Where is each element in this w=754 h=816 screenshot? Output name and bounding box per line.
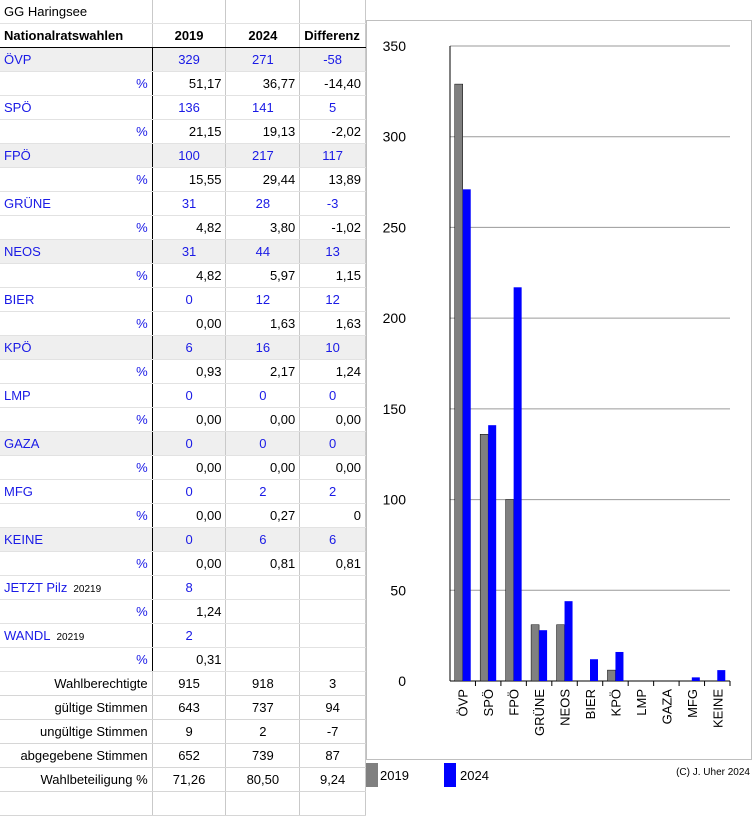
percent-label: % xyxy=(0,456,152,480)
header-row xyxy=(0,24,366,48)
legend-label-2019: 2019 xyxy=(380,768,409,783)
pct-diff: 0,81 xyxy=(300,552,366,576)
party-row xyxy=(0,144,366,168)
party-name: BIER xyxy=(0,288,152,312)
votes-2024: 6 xyxy=(226,528,300,552)
party-row xyxy=(0,288,366,312)
pct-diff: -2,02 xyxy=(300,120,366,144)
party-name: LMP xyxy=(0,384,152,408)
x-tick-label: SPÖ xyxy=(481,689,497,717)
party-row xyxy=(0,480,366,504)
votes-diff: -3 xyxy=(300,192,366,216)
bar-2019 xyxy=(455,84,463,681)
bar-2019 xyxy=(506,500,514,681)
percent-row xyxy=(0,216,366,240)
votes-diff: 0 xyxy=(300,384,366,408)
stat-2024: 739 xyxy=(226,744,300,768)
votes-diff: -58 xyxy=(300,48,366,72)
percent-label: % xyxy=(0,120,152,144)
votes-2019: 136 xyxy=(152,96,226,120)
empty-cell xyxy=(300,600,366,624)
pct-diff: 0,00 xyxy=(300,408,366,432)
stat-label: gültige Stimmen xyxy=(0,696,152,720)
party-name: SPÖ xyxy=(0,96,152,120)
stat-2019: 915 xyxy=(152,672,226,696)
pct-2024: 36,77 xyxy=(226,72,300,96)
stat-diff: -7 xyxy=(300,720,366,744)
percent-row xyxy=(0,600,366,624)
votes-2019: 0 xyxy=(152,288,226,312)
header-label: Nationalratswahlen xyxy=(0,24,152,48)
party-row xyxy=(0,240,366,264)
votes-diff: 10 xyxy=(300,336,366,360)
party-row xyxy=(0,192,366,216)
stat-row xyxy=(0,672,366,696)
results-table xyxy=(0,0,366,816)
percent-row xyxy=(0,360,366,384)
stat-2019: 643 xyxy=(152,696,226,720)
empty-cell xyxy=(300,0,366,24)
x-tick-label: NEOS xyxy=(557,689,573,726)
pct-diff: 13,89 xyxy=(300,168,366,192)
votes-2024: 217 xyxy=(226,144,300,168)
percent-row xyxy=(0,552,366,576)
votes-2024: 16 xyxy=(226,336,300,360)
pct-2024: 0,00 xyxy=(226,408,300,432)
pct-2019: 0,00 xyxy=(152,552,226,576)
bar-2019 xyxy=(531,625,539,681)
pct-2019: 4,82 xyxy=(152,264,226,288)
votes-diff: 5 xyxy=(300,96,366,120)
percent-label: % xyxy=(0,408,152,432)
pct-2019: 21,15 xyxy=(152,120,226,144)
pct-2019: 1,24 xyxy=(152,600,226,624)
votes-diff: 6 xyxy=(300,528,366,552)
votes-2019: 31 xyxy=(152,240,226,264)
stat-diff: 9,24 xyxy=(300,768,366,792)
party-name: KPÖ xyxy=(0,336,152,360)
x-tick-label: KEINE xyxy=(710,689,726,729)
percent-label: % xyxy=(0,264,152,288)
stat-2019: 71,26 xyxy=(152,768,226,792)
x-tick-label: BIER xyxy=(583,689,598,720)
x-tick-label: MFG xyxy=(684,689,700,718)
pct-diff: 0,00 xyxy=(300,456,366,480)
x-tick-label: ÖVP xyxy=(455,689,471,717)
party-name: ÖVP xyxy=(0,48,152,72)
stat-label: Wahlberechtigte xyxy=(0,672,152,696)
percent-label: % xyxy=(0,504,152,528)
empty-cell xyxy=(226,648,300,672)
stat-diff: 94 xyxy=(300,696,366,720)
votes-2019: 0 xyxy=(152,480,226,504)
votes-2024: 28 xyxy=(226,192,300,216)
pct-2019: 0,31 xyxy=(152,648,226,672)
y-tick-label: 150 xyxy=(382,400,406,417)
votes-diff: 0 xyxy=(300,432,366,456)
bar-2024 xyxy=(615,652,623,681)
party-row xyxy=(0,432,366,456)
percent-row xyxy=(0,312,366,336)
pct-2019: 15,55 xyxy=(152,168,226,192)
bar-2024 xyxy=(717,670,725,681)
stat-label: Wahlbeteiligung % xyxy=(0,768,152,792)
stat-2024: 80,50 xyxy=(226,768,300,792)
pct-2024: 19,13 xyxy=(226,120,300,144)
percent-label: % xyxy=(0,600,152,624)
bar-2024 xyxy=(463,189,471,681)
stat-2019: 9 xyxy=(152,720,226,744)
extra-party-row xyxy=(0,576,366,600)
votes-2024: 12 xyxy=(226,288,300,312)
stat-row xyxy=(0,720,366,744)
pct-2019: 51,17 xyxy=(152,72,226,96)
pct-2024: 1,63 xyxy=(226,312,300,336)
bar-2019 xyxy=(480,434,488,681)
bar-2019 xyxy=(607,670,615,681)
empty-cell xyxy=(300,792,366,816)
percent-label: % xyxy=(0,168,152,192)
pct-2019: 0,00 xyxy=(152,504,226,528)
percent-label: % xyxy=(0,648,152,672)
votes-2019: 8 xyxy=(152,576,226,600)
party-name-cell xyxy=(0,576,152,600)
pct-diff: 1,24 xyxy=(300,360,366,384)
y-tick-label: 250 xyxy=(382,219,406,236)
party-name: NEOS xyxy=(0,240,152,264)
votes-2019: 2 xyxy=(152,624,226,648)
votes-2024: 271 xyxy=(226,48,300,72)
party-row xyxy=(0,48,366,72)
header-diff: Differenz xyxy=(300,24,366,48)
pct-2024: 5,97 xyxy=(226,264,300,288)
votes-2019: 0 xyxy=(152,528,226,552)
party-note: 20219 xyxy=(73,584,102,595)
pct-2024: 0,00 xyxy=(226,456,300,480)
party-name: GRÜNE xyxy=(0,192,152,216)
y-tick-label: 50 xyxy=(390,582,406,599)
y-tick-label: 300 xyxy=(382,128,406,145)
x-tick-label: GRÜNE xyxy=(532,689,548,736)
pct-2024: 0,81 xyxy=(226,552,300,576)
spacer-row xyxy=(0,792,366,816)
stat-row xyxy=(0,696,366,720)
pct-diff: -1,02 xyxy=(300,216,366,240)
legend-swatch-2019 xyxy=(366,763,378,787)
y-tick-label: 200 xyxy=(382,310,406,327)
empty-cell xyxy=(300,624,366,648)
extra-party-row xyxy=(0,624,366,648)
votes-2024: 0 xyxy=(226,432,300,456)
stat-label: ungültige Stimmen xyxy=(0,720,152,744)
votes-diff: 13 xyxy=(300,240,366,264)
pct-2019: 4,82 xyxy=(152,216,226,240)
votes-2024: 141 xyxy=(226,96,300,120)
percent-row xyxy=(0,120,366,144)
title-row xyxy=(0,0,366,24)
percent-row xyxy=(0,168,366,192)
party-name: GAZA xyxy=(0,432,152,456)
header-2019: 2019 xyxy=(152,24,226,48)
party-note: 20219 xyxy=(56,632,85,643)
percent-row xyxy=(0,264,366,288)
votes-2019: 31 xyxy=(152,192,226,216)
party-name-cell xyxy=(0,624,152,648)
stat-row xyxy=(0,768,366,792)
votes-2019: 0 xyxy=(152,384,226,408)
bar-2024 xyxy=(590,659,598,681)
pct-2024: 29,44 xyxy=(226,168,300,192)
party-name: JETZT Pilz xyxy=(4,580,68,595)
party-name: FPÖ xyxy=(0,144,152,168)
party-row xyxy=(0,336,366,360)
percent-row xyxy=(0,648,366,672)
votes-diff: 12 xyxy=(300,288,366,312)
votes-2024: 0 xyxy=(226,384,300,408)
votes-2019: 6 xyxy=(152,336,226,360)
copyright-note: (C) J. Uher 2024 xyxy=(676,767,750,778)
empty-cell xyxy=(0,792,152,816)
percent-label: % xyxy=(0,552,152,576)
percent-label: % xyxy=(0,360,152,384)
y-tick-label: 350 xyxy=(382,38,406,54)
empty-cell xyxy=(152,0,226,24)
empty-cell xyxy=(300,648,366,672)
votes-diff: 117 xyxy=(300,144,366,168)
percent-row xyxy=(0,504,366,528)
votes-2019: 0 xyxy=(152,432,226,456)
empty-cell xyxy=(300,576,366,600)
stat-2024: 737 xyxy=(226,696,300,720)
stat-label: abgegebene Stimmen xyxy=(0,744,152,768)
x-tick-label: LMP xyxy=(633,689,649,716)
bar-2019 xyxy=(557,625,565,681)
table-title: GG Haringsee xyxy=(0,0,152,24)
stat-diff: 87 xyxy=(300,744,366,768)
empty-cell xyxy=(152,792,226,816)
percent-row xyxy=(0,408,366,432)
pct-2024: 0,27 xyxy=(226,504,300,528)
header-2024: 2024 xyxy=(226,24,300,48)
empty-cell xyxy=(226,792,300,816)
votes-2019: 329 xyxy=(152,48,226,72)
bar-2024 xyxy=(692,677,700,681)
stat-2024: 918 xyxy=(226,672,300,696)
bar-2024 xyxy=(488,425,496,681)
stat-row xyxy=(0,744,366,768)
legend-label-2024: 2024 xyxy=(460,768,489,783)
votes-2019: 100 xyxy=(152,144,226,168)
percent-label: % xyxy=(0,312,152,336)
percent-label: % xyxy=(0,216,152,240)
empty-cell xyxy=(226,624,300,648)
party-row xyxy=(0,96,366,120)
stat-2019: 652 xyxy=(152,744,226,768)
pct-2019: 0,00 xyxy=(152,456,226,480)
bar-2024 xyxy=(565,601,573,681)
bar-chart xyxy=(366,20,752,760)
party-name: WANDL xyxy=(4,628,51,643)
party-row xyxy=(0,384,366,408)
percent-label: % xyxy=(0,72,152,96)
party-row xyxy=(0,528,366,552)
y-tick-label: 0 xyxy=(398,673,406,689)
percent-row xyxy=(0,72,366,96)
x-tick-label: KPÖ xyxy=(608,689,624,717)
pct-2019: 0,00 xyxy=(152,408,226,432)
stat-diff: 3 xyxy=(300,672,366,696)
pct-diff: -14,40 xyxy=(300,72,366,96)
empty-cell xyxy=(226,0,300,24)
party-name: KEINE xyxy=(0,528,152,552)
pct-2019: 0,93 xyxy=(152,360,226,384)
pct-diff: 0 xyxy=(300,504,366,528)
empty-cell xyxy=(226,576,300,600)
pct-diff: 1,15 xyxy=(300,264,366,288)
votes-2024: 2 xyxy=(226,480,300,504)
x-tick-label: FPÖ xyxy=(506,689,522,716)
legend-swatch-2024 xyxy=(444,763,456,787)
bar-2024 xyxy=(514,287,522,681)
percent-row xyxy=(0,456,366,480)
bar-2024 xyxy=(539,630,547,681)
votes-2024: 44 xyxy=(226,240,300,264)
x-tick-label: GAZA xyxy=(659,689,675,725)
party-name: MFG xyxy=(0,480,152,504)
pct-diff: 1,63 xyxy=(300,312,366,336)
pct-2024: 3,80 xyxy=(226,216,300,240)
votes-diff: 2 xyxy=(300,480,366,504)
empty-cell xyxy=(226,600,300,624)
stat-2024: 2 xyxy=(226,720,300,744)
y-tick-label: 100 xyxy=(382,491,406,508)
pct-2024: 2,17 xyxy=(226,360,300,384)
pct-2019: 0,00 xyxy=(152,312,226,336)
